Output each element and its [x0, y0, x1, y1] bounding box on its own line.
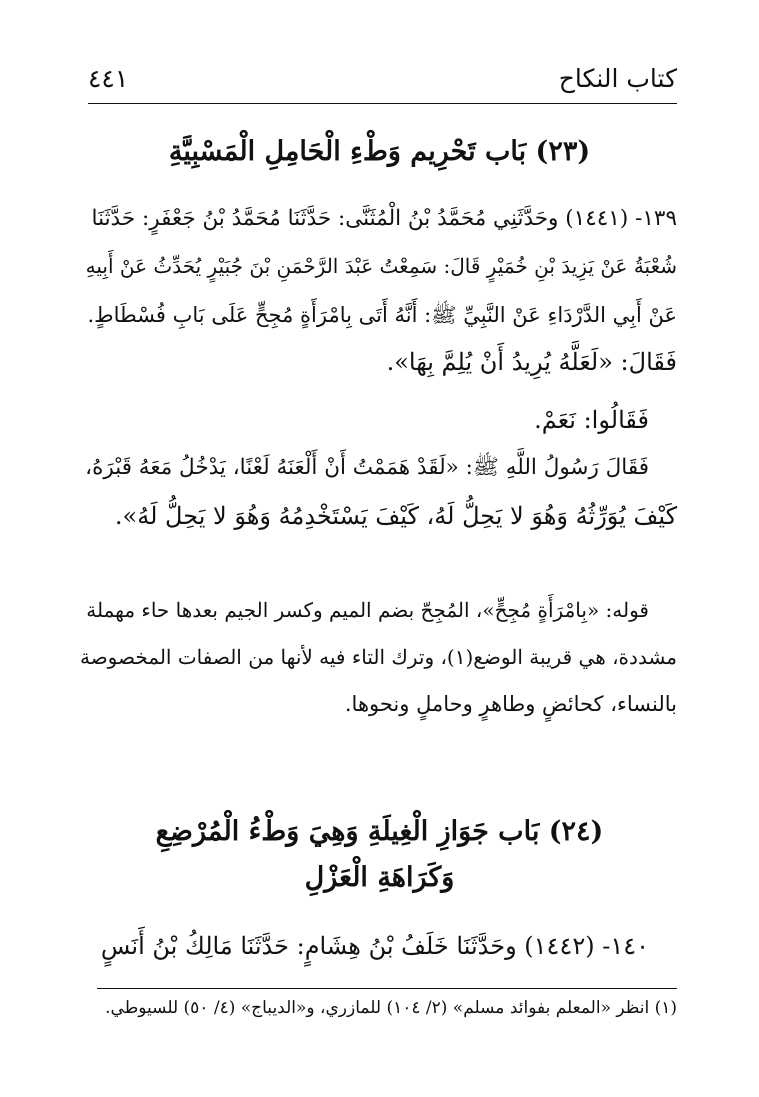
hadith-line: ١٤٠- (١٤٤٢) وحَدَّثَنَا خَلَفُ بْنُ هِشَامٍ: حَدَّثَنَا مَالِكُ بْنُ أَنَسٍ [100, 932, 649, 960]
commentary-line: بالنساء، كحائضٍ وطاهرٍ وحاملٍ ونحوها. [344, 692, 677, 716]
commentary-line: مشددة، هي قريبة الوضع(١)، وترك التاء فيه لأنها من الصفات المخصوصة [79, 645, 677, 669]
page-number: ٤٤١ [88, 64, 129, 93]
hadith-line: شُعْبَةُ عَنْ يَزِيدَ بْنِ خُمَيْرٍ قَالَ: سَمِعْتُ عَبْدَ الرَّحْمَنِ بْنَ جُبَيْرٍ يُحَدِّثُ عَنْ أَبِيهِ [85, 254, 677, 278]
hadith-line: عَنْ أَبِي الدَّرْدَاءِ عَنْ النَّبِيِّ ﷺ: أَنَّهُ أَتَى بِامْرَأَةٍ مُجِحٍّ عَلَى بَابِ فُسْطَاطٍ. [87, 303, 677, 327]
header-divider [88, 103, 677, 104]
hadith-line: كَيْفَ يُوَرِّثُهُ وَهُوَ لا يَحِلُّ لَهُ، كَيْفَ يَسْتَخْدِمُهُ وَهُوَ لا يَحِلُّ لَهُ». [114, 502, 677, 530]
chapter-heading-24-line2: وَكَرَاهَةِ الْعَزْلِ [304, 862, 455, 893]
commentary-line: قوله: «بِامْرَأَةٍ مُجِحٍّ»، المُجِحّ بضم الميم وكسر الجيم بعدها حاء مهملة [86, 598, 649, 622]
running-header [88, 58, 677, 102]
hadith-line: فَقَالُوا: نَعَمْ. [534, 406, 649, 434]
book-title: كتاب النكاح [558, 64, 677, 93]
footnote: (١) انظر «المعلم بفوائد مسلم» (٢/ ١٠٤) للمازري، و«الديباج» (٤/ ٥٠) للسيوطي. [105, 998, 677, 1018]
hadith-line: ١٣٩- (١٤٤١) وحَدَّثَنِي مُحَمَّدُ بْنُ الْمُثَنَّى: حَدَّثَنَا مُحَمَّدُ بْنُ جَعْفَرٍ: حَدَّثَنَا [91, 206, 677, 231]
hadith-line: فَقَالَ رَسُولُ اللَّهِ ﷺ: «لَقَدْ هَمَمْتُ أَنْ أَلْعَنَهُ لَعْنًا، يَدْخُلُ مَعَهُ قَبْرَهُ، [85, 455, 649, 480]
hadith-line: فَقَالَ: «لَعَلَّهُ يُرِيدُ أَنْ يُلِمَّ بِهَا». [386, 348, 677, 376]
chapter-heading-23: (٢٣) بَاب تَحْرِيم وَطْءِ الْحَامِلِ الْمَسْبِيَّةِ [168, 136, 591, 167]
footnote-divider [97, 988, 677, 989]
chapter-heading-24-line1: (٢٤) بَاب جَوَازِ الْغِيلَةِ وَهِيَ وَطْءُ الْمُرْضِعِ [155, 816, 604, 847]
